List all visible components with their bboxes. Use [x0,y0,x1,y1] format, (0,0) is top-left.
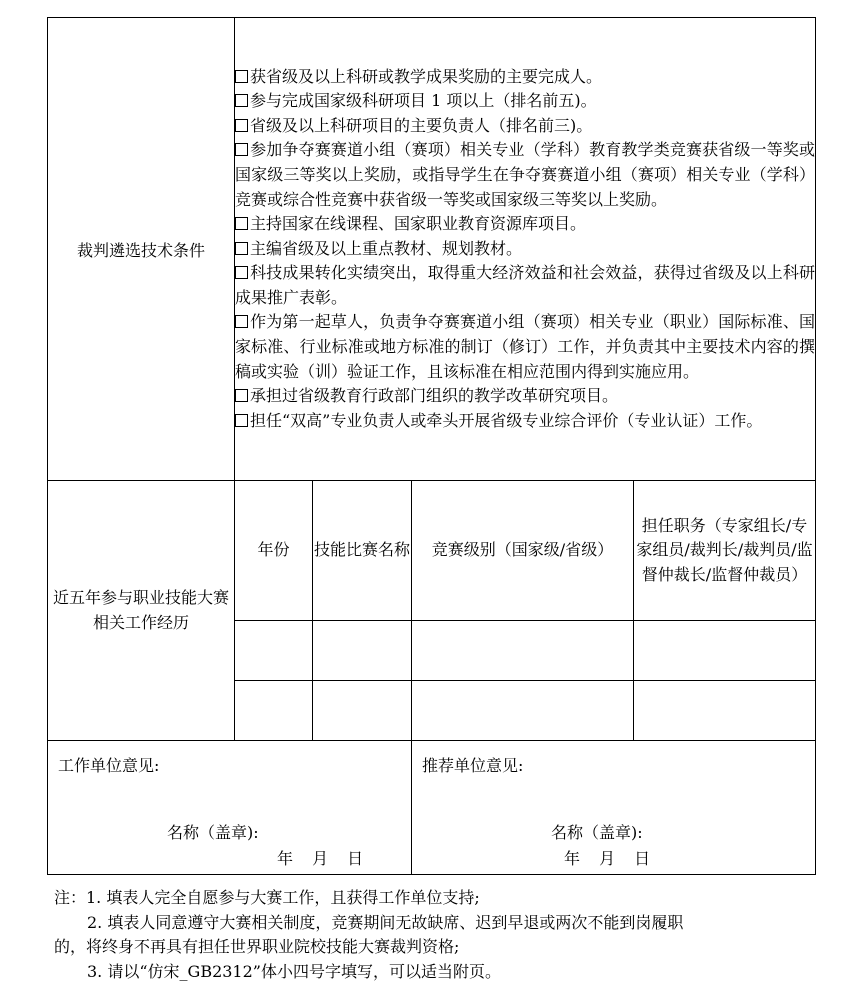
note-line-3: 的，将终身不再具有担任世界职业院校技能大赛裁判资格; [54,937,460,956]
notes-section [54,886,814,984]
checkbox[interactable] [235,315,248,328]
role-cell[interactable] [634,681,816,741]
work-unit-opinion[interactable] [48,741,412,875]
work-unit-opinion-title: 工作单位意见: [58,756,160,775]
checkbox[interactable] [235,70,248,83]
criteria-item [235,138,815,212]
level-cell[interactable] [412,681,634,741]
criteria-item [235,310,815,384]
year-cell[interactable] [235,681,313,741]
checkbox[interactable] [235,266,248,279]
criteria-item-text: 主编省级及以上重点教材、规划教材。 [250,238,523,258]
criteria-item [235,212,815,237]
header-competition-name: 技能比赛名称 [313,481,412,621]
checkbox[interactable] [235,242,248,255]
competition-name-cell[interactable] [313,621,412,681]
recommend-unit-name-seal: 名称（盖章): [551,823,643,842]
year-cell[interactable] [235,621,313,681]
criteria-item [235,384,815,409]
experience-label: 近五年参与职业技能大赛相关工作经历 [48,481,235,741]
criteria-item-text: 作为第一起草人，负责争夺赛赛道小组（赛项）相关专业（职业）国际标准、国家标准、行业标准或地方标准的制订（修订）工作，并负责其中主要技术内容的撰稿或实验（训）验证工作，且该标准在相应范围内得到实施应用。 [235,312,815,381]
checkbox[interactable] [235,119,248,132]
recommend-unit-date: 年 月 日 [564,849,651,868]
criteria-item [235,237,815,262]
criteria-item [235,114,815,139]
criteria-item-text: 获省级及以上科研或教学成果奖励的主要完成人。 [250,66,603,86]
checkbox[interactable] [235,389,248,402]
criteria-item-text: 主持国家在线课程、国家职业教育资源库项目。 [250,214,587,234]
criteria-item-text: 科技成果转化实绩突出，取得重大经济效益和社会效益，获得过省级及以上科研成果推广表彰。 [235,263,815,307]
work-unit-date: 年 月 日 [277,849,364,868]
criteria-item-text: 参加争夺赛赛道小组（赛项）相关专业（学科）教育教学类竞赛获省级一等奖或国家级三等奖以上奖励，或指导学生在争夺赛赛道小组（赛项）相关专业（学科）竞赛或综合性竞赛中获省级一等奖或国家级三等奖以上奖励。 [235,140,815,209]
level-cell[interactable] [412,621,634,681]
criteria-item-text: 担任“双高”专业负责人或牵头开展省级专业综合评价（专业认证）工作。 [250,410,763,430]
checkbox[interactable] [235,94,248,107]
role-cell[interactable] [634,621,816,681]
experience-header-row [48,481,816,621]
criteria-item [235,89,815,114]
work-unit-name-seal: 名称（盖章): [167,823,259,842]
criteria-item-text: 省级及以上科研项目的主要负责人（排名前三)。 [250,115,593,135]
note-line-4: 3. 请以“仿宋_GB2312”体小四号字填写，可以适当附页。 [87,961,501,981]
competition-name-cell[interactable] [313,681,412,741]
referee-application-table [47,17,816,875]
header-role: 担任职务（专家组长/专家组员/裁判长/裁判员/监督仲裁长/监督仲裁员） [634,481,816,621]
criteria-item-text: 承担过省级教育行政部门组织的教学改革研究项目。 [250,386,619,406]
criteria-row [48,18,816,481]
recommend-unit-opinion[interactable] [412,741,816,875]
opinions-row [48,741,816,875]
criteria-item [235,65,815,90]
header-year: 年份 [235,481,313,621]
checkbox[interactable] [235,217,248,230]
criteria-item [235,261,815,310]
note-line-2: 2. 填表人同意遵守大赛相关制度，竞赛期间无故缺席、迟到早退或两次不能到岗履职 [87,912,684,932]
recommend-unit-opinion-title: 推荐单位意见: [422,756,524,775]
checkbox[interactable] [235,143,248,156]
checkbox[interactable] [235,414,248,427]
criteria-item [235,409,815,434]
header-level: 竞赛级别（国家级/省级） [412,481,634,621]
criteria-label: 裁判遴选技术条件 [48,18,235,481]
criteria-list [235,18,816,481]
criteria-item-text: 参与完成国家级科研项目 1 项以上（排名前五)。 [250,91,597,111]
note-line-1: 注：1. 填表人完全自愿参与大赛工作，且获得工作单位支持; [54,888,480,907]
